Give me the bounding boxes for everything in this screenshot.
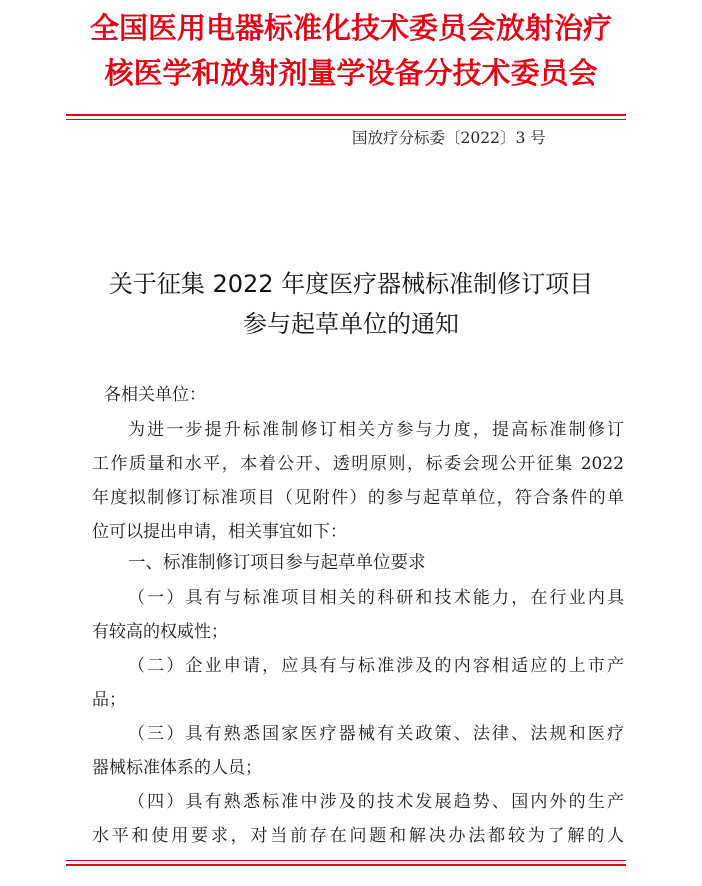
item-3-line-2: 器械标准体系的人员； xyxy=(92,758,262,778)
red-footer-rule-thick xyxy=(66,864,626,866)
red-header-rule-thick xyxy=(66,114,626,116)
item-2-line-2: 品； xyxy=(92,690,126,710)
intro-line-3: 年度拟制修订标准项目（见附件）的参与起草单位，符合条件的单 xyxy=(92,488,624,508)
notice-title-line-1: 关于征集 2022 年度医疗器械标准制修订项目 xyxy=(108,270,594,298)
item-1-line-2: 有较高的权威性； xyxy=(92,622,228,642)
intro-line-2: 工作质量和水平，本着公开、透明原则，标委会现公开征集 2022 xyxy=(92,454,624,474)
notice-title-line-2: 参与起草单位的通知 xyxy=(243,310,459,338)
item-4-line-2: 水平和使用要求，对当前存在问题和解决办法都较为了解的人 xyxy=(92,826,624,846)
salutation: 各相关单位： xyxy=(104,385,206,405)
item-3-line-1: （三）具有熟悉国家医疗器械有关政策、法律、法规和医疗 xyxy=(128,724,624,744)
item-2-line-1: （二）企业申请，应具有与标准涉及的内容相适应的上市产 xyxy=(128,656,624,676)
item-1-line-1: （一）具有与标准项目相关的科研和技术能力，在行业内具 xyxy=(128,588,624,608)
intro-line-1: 为进一步提升标准制修订相关方参与力度，提高标准制修订 xyxy=(128,420,624,440)
section-1-heading: 一、标准制修订项目参与起草单位要求 xyxy=(128,553,426,573)
red-header-rule-thin xyxy=(66,119,626,120)
issuer-name-line-1: 全国医用电器标准化技术委员会放射治疗 xyxy=(89,11,612,45)
red-footer-rule-thin xyxy=(66,860,626,861)
item-4-line-1: （四）具有熟悉标准中涉及的技术发展趋势、国内外的生产 xyxy=(128,792,624,812)
document-number: 国放疗分标委〔2022〕3 号 xyxy=(352,129,546,147)
intro-line-4: 位可以提出申请，相关事宜如下： xyxy=(92,522,347,542)
issuer-name-line-2: 核医学和放射剂量学设备分技术委员会 xyxy=(104,56,598,90)
